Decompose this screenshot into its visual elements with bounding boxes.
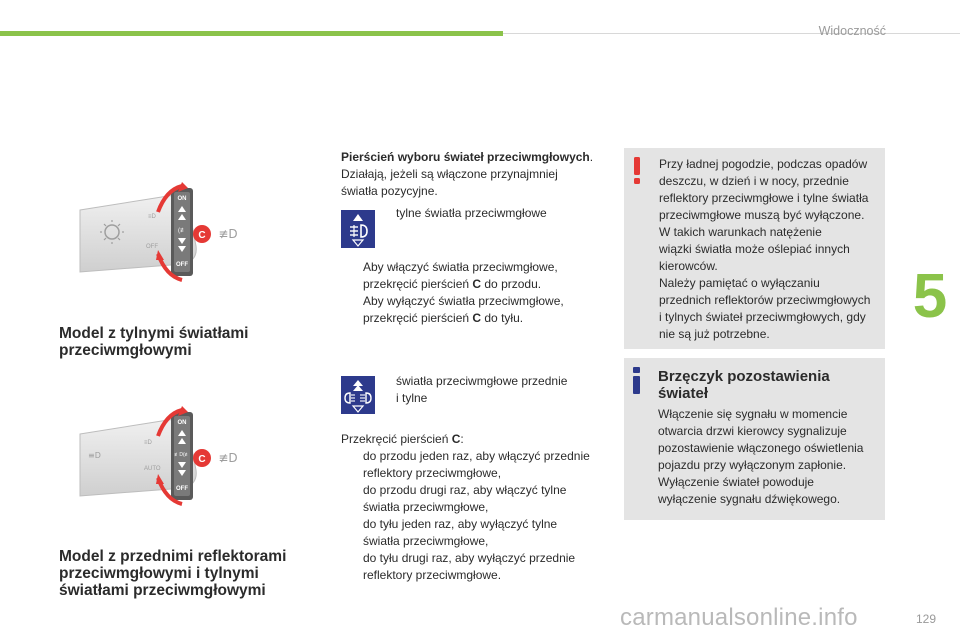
model-1-heading: [59, 325, 249, 359]
front-rear-fog-instructions: [341, 431, 616, 584]
warning-line: reflektory przeciwmgłowe i tylne światła: [659, 191, 869, 205]
intro-text: Przekręcić pierścień: [341, 432, 452, 446]
intro-line: Działają, jeżeli są włączone przynajmniej: [341, 167, 558, 181]
svg-text:≢D: ≢D: [218, 227, 238, 241]
intro-line: światła pozycyjne.: [341, 184, 438, 198]
bullet-text: do przodu.: [481, 277, 542, 291]
list-item: [341, 293, 616, 327]
bullet-line: [363, 310, 616, 327]
warning-line: i tylnych świateł przeciwmgłowych, gdy: [659, 310, 866, 324]
bullet-text: przekręcić pierścień: [363, 311, 473, 325]
svg-text:≡D: ≡D: [88, 451, 101, 460]
warning-line: wiązki światła może oślepiać innych: [659, 242, 850, 256]
svg-text:OFF: OFF: [176, 486, 188, 492]
svg-text:≢D: ≢D: [218, 451, 238, 465]
list-item: [341, 448, 616, 482]
bullet-line: światła przeciwmgłowe,: [363, 500, 489, 514]
rear-fog-instructions: [341, 259, 616, 327]
svg-text:AUTO: AUTO: [144, 466, 161, 472]
svg-text:OFF: OFF: [146, 244, 158, 250]
info-line: Wyłączenie świateł powoduje: [658, 475, 814, 489]
info-line: otwarcia drzwi kierowcy sygnalizuje: [658, 424, 847, 438]
instructions-intro: [341, 431, 616, 448]
model-2-heading-line: Model z przednimi reflektorami: [59, 548, 287, 565]
front-and-rear-fog-light-icon: [341, 376, 375, 414]
model-1-heading-line: przeciwmgłowymi: [59, 342, 192, 359]
bullet-line: do przodu drugi raz, aby włączyć tylne: [363, 483, 567, 497]
info-line: Włączenie się sygnału w momencie: [658, 407, 848, 421]
front-rear-fog-label: [396, 373, 567, 407]
model-1-heading-line: Model z tylnymi światłami: [59, 325, 249, 342]
bullet-line: do tyłu drugi raz, aby wyłączyć przednie: [363, 551, 576, 565]
warning-line: deszczu, w dzień i w nocy, przednie: [659, 174, 849, 188]
bullet-line: do przodu jeden raz, aby włączyć przednie: [363, 449, 590, 463]
bullet-line: Aby wyłączyć światła przeciwmgłowe,: [363, 294, 564, 308]
intro-title-period: .: [589, 150, 594, 164]
info-line: pojazdu przy wyłączonym zapłonie.: [658, 458, 847, 472]
info-line: wyłączenie sygnału dźwiękowego.: [658, 492, 841, 506]
rear-fog-light-icon: [341, 210, 375, 248]
section-title: Widoczność: [818, 24, 886, 38]
bullet-line: reflektory przeciwmgłowe,: [363, 466, 502, 480]
info-icon: [628, 366, 646, 396]
svg-text:≡D: ≡D: [148, 214, 156, 220]
svg-text:≢D(≢: ≢D(≢: [174, 452, 190, 458]
warning-line: Przy ładnej pogodzie, podczas opadów: [659, 157, 868, 171]
ring-letter: C: [472, 277, 482, 291]
label-line: światła przeciwmgłowe przednie: [396, 374, 568, 388]
model-2-heading: [59, 548, 286, 599]
list-item: [341, 516, 616, 550]
intro-paragraph: [341, 149, 611, 200]
list-item: [341, 259, 616, 293]
bullet-line: reflektory przeciwmgłowe.: [363, 568, 502, 582]
info-line: pozostawienie włączonego oświetlenia: [658, 441, 864, 455]
info-title: [658, 368, 830, 402]
intro-title: Pierścień wyboru świateł przeciwmgłowych: [341, 150, 590, 164]
warning-line: przeciwmgłowe muszą być wyłączone.: [659, 208, 865, 222]
header-accent-bar: [0, 31, 503, 36]
info-title-line: świateł: [658, 385, 709, 402]
warning-line: nie są już potrzebne.: [659, 327, 770, 341]
warning-line: W takich warunkach natężenie: [659, 225, 822, 239]
light-stalk-illustration-front-rear-fog: [70, 406, 250, 506]
exclamation-warning-icon: [627, 156, 647, 186]
info-text: [658, 406, 882, 508]
list-item: [341, 550, 616, 584]
bullet-line: [363, 276, 616, 293]
chapter-number: 5: [912, 262, 948, 331]
rear-fog-label: tylne światła przeciwmgłowe: [396, 206, 547, 220]
bullet-line: Aby włączyć światła przeciwmgłowe,: [363, 260, 558, 274]
label-line: i tylne: [396, 391, 428, 405]
bullet-line: do tyłu jeden raz, aby wyłączyć tylne: [363, 517, 558, 531]
bullet-line: światła przeciwmgłowe,: [363, 534, 489, 548]
svg-text:C: C: [198, 230, 206, 241]
header-rule: [503, 33, 960, 34]
bullet-text: do tyłu.: [481, 311, 524, 325]
intro-text: :: [460, 432, 464, 446]
svg-text:(≢: (≢: [178, 228, 186, 234]
bullet-text: przekręcić pierścień: [363, 277, 473, 291]
model-2-heading-line: przeciwmgłowymi i tylnymi: [59, 565, 259, 582]
ring-letter: C: [451, 432, 461, 446]
list-item: [341, 482, 616, 516]
svg-text:ON: ON: [177, 420, 187, 426]
info-title-line: Brzęczyk pozostawienia: [658, 368, 830, 385]
warning-line: kierowców.: [659, 259, 718, 273]
svg-text:C: C: [198, 454, 206, 465]
svg-text:OFF: OFF: [176, 262, 188, 268]
svg-text:≡D: ≡D: [144, 440, 152, 446]
page-number: 129: [915, 612, 936, 626]
ring-letter: C: [472, 311, 482, 325]
svg-text:ON: ON: [177, 196, 187, 202]
light-stalk-illustration-rear-fog: [70, 182, 250, 282]
warning-line: przednich reflektorów przeciwmgłowych: [659, 293, 871, 307]
warning-text: [659, 156, 883, 343]
model-2-heading-line: światłami przeciwmgłowymi: [59, 582, 266, 599]
warning-line: Należy pamiętać o wyłączaniu: [659, 276, 820, 290]
watermark: carmanualsonline.info: [620, 604, 858, 631]
